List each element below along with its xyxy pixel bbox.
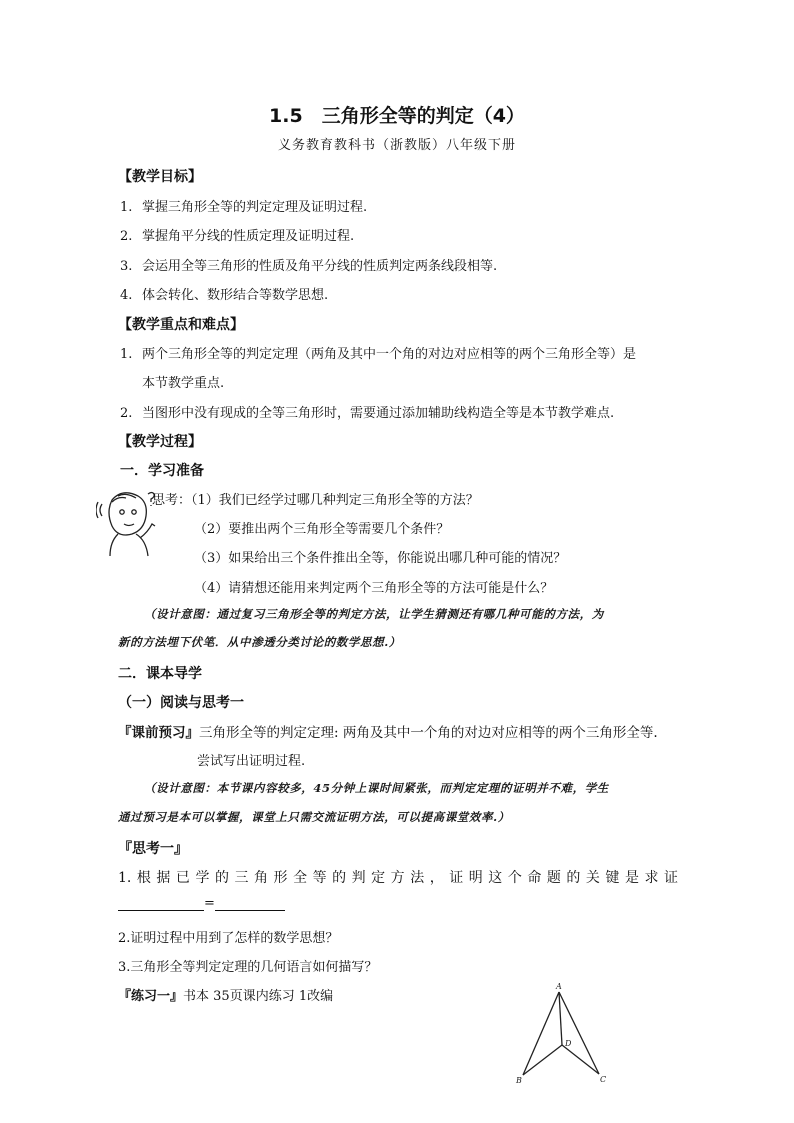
preview-label: 『课前预习』 [118, 725, 199, 741]
item-text: 掌握三角形全等的判定定理及证明过程. [142, 200, 368, 215]
objective-item [120, 284, 328, 303]
part1-heading: 一．学习准备 [120, 463, 204, 479]
sub1-heading: （一）阅读与思考一 [118, 695, 244, 711]
think1-question-1: 1.根据已学的三角形全等的判定方法，证明这个命题的关键是求证 [118, 870, 678, 886]
segment-cd [562, 1045, 599, 1074]
think-question-1 [152, 489, 479, 508]
preview-line-2: 尝试写出证明过程. [197, 754, 306, 769]
key-point-item [120, 343, 636, 362]
objective-item [120, 225, 354, 244]
objective-item [120, 255, 497, 274]
page-title: 1.5 三角形全等的判定（4） [269, 105, 525, 127]
think-question-3: （3）如果给出三个条件推出全等，你能说出哪几种可能的情况？ [194, 551, 567, 566]
design-note-2-line-1: （设计意图：本节课内容较多，45分钟上课时间紧张，而判定定理的证明并不难，学生 [144, 781, 609, 795]
think1-answer-blanks [118, 896, 285, 911]
item-number: 3. [120, 259, 133, 274]
preview-text: 三角形全等的判定定理: 两角及其中一个角的对边对应相等的两个三角形全等. [199, 725, 658, 741]
item-text: 体会转化、数形结合等数学思想. [142, 288, 329, 303]
segment-ab [523, 992, 559, 1075]
preview-line [118, 721, 658, 741]
answer-blank[interactable] [215, 896, 285, 911]
item-number: 1. [120, 347, 133, 362]
item-text: 两个三角形全等的判定定理（两角及其中一个角的对边对应相等的两个三角形全等）是 [142, 347, 637, 362]
think-label: 思考： [152, 493, 192, 508]
sound-mark [100, 504, 102, 516]
exercise-text: 书本 35页课内练习 1改编 [183, 989, 334, 1004]
process-heading: 【教学过程】 [118, 434, 202, 450]
think-question-4: （4）请猜想还能用来判定两个三角形全等的方法可能是什么？ [194, 581, 554, 596]
think1-question-2: 2.证明过程中用到了怎样的数学思想？ [118, 931, 339, 946]
sound-mark [96, 502, 98, 518]
vertex-label-a: A [556, 982, 562, 991]
exercise-label: 『练习一』 [118, 989, 184, 1004]
vertex-label-d: D [565, 1039, 572, 1048]
objectives-heading: 【教学目标】 [118, 169, 202, 185]
answer-blank[interactable] [118, 896, 204, 911]
part2-heading: 二．课本导学 [118, 666, 202, 682]
key-point-item [120, 402, 614, 421]
key-point-continuation: 本节教学重点. [142, 376, 225, 391]
think1-heading: 『思考一』 [118, 841, 188, 857]
page-subtitle: 义务教育教科书（浙教版）八年级下册 [277, 138, 516, 153]
item-number: 2. [120, 229, 133, 244]
triangle-figure [505, 980, 615, 1090]
design-note-2-line-2: 通过预习是本可以掌握，课堂上只需交流证明方法，可以提高课堂效率.） [118, 810, 510, 824]
objective-item [120, 196, 367, 215]
design-note-1-line-1: （设计意图：通过复习三角形全等的判定方法，让学生猜测还有哪几种可能的方法，为 [144, 607, 604, 621]
think1-question-3: 3.三角形全等判定定理的几何语言如何描写？ [118, 960, 378, 975]
think-question-2: （2）要推出两个三角形全等需要几个条件？ [194, 522, 450, 537]
item-number: 4. [120, 288, 133, 303]
item-number: 1. [120, 200, 133, 215]
item-number: 2. [120, 406, 133, 421]
exercise1-line [118, 985, 333, 1004]
question-text: （1）我们已经学过哪几种判定三角形全等的方法？ [191, 493, 479, 508]
item-text: 会运用全等三角形的性质及角平分线的性质判定两条线段相等. [142, 259, 498, 274]
item-text: 当图形中没有现成的全等三角形时，需要通过添加辅助线构造全等是本节教学难点. [142, 406, 615, 421]
key-points-heading: 【教学重点和难点】 [118, 317, 244, 333]
item-text: 掌握角平分线的性质定理及证明过程. [142, 229, 355, 244]
segment-ad [559, 992, 562, 1045]
design-note-1-line-2: 新的方法埋下伏笔．从中渗透分类讨论的数学思想.） [118, 635, 401, 649]
segment-ac [559, 992, 599, 1074]
vertex-label-c: C [600, 1075, 607, 1084]
vertex-label-b: B [516, 1076, 522, 1085]
equals-sign: = [204, 896, 215, 911]
